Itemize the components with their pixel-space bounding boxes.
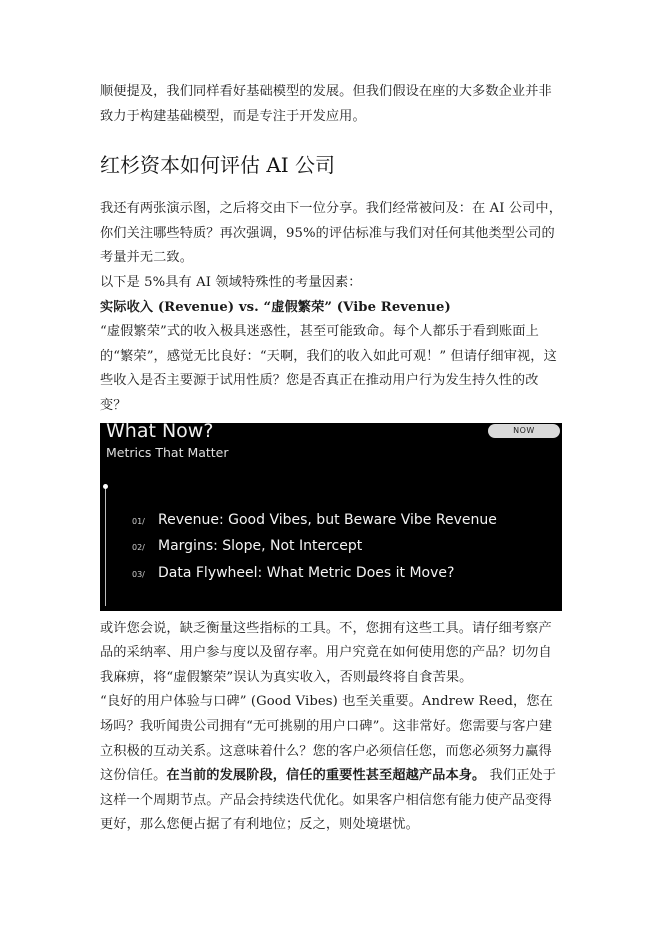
timeline-dot — [103, 484, 108, 489]
agenda-text: Revenue: Good Vibes, but Beware Vibe Revenue — [158, 511, 497, 528]
slide-subtitle: Metrics That Matter — [106, 444, 229, 460]
presentation-slide — [100, 423, 562, 611]
paragraph-ai-specific: 以下是 5%具有 AI 领域特殊性的考量因素： — [100, 274, 362, 290]
now-pill: NOW — [488, 424, 560, 438]
agenda-text: Margins: Slope, Not Intercept — [158, 537, 363, 554]
agenda-number: 02/ — [132, 542, 145, 552]
paragraph-tools: 或许您会说，缺乏衡量这些指标的工具。不，您拥有这些工具。请仔细考察产品的采纳率、用户参与度以及留存率。用户究竟在如何使用您的产品？切勿自我麻痹，将“虚假繁荣”误认为真实收入，否则最终将自食苦果。 — [100, 620, 552, 685]
trust-emphasis: 在当前的发展阶段，信任的重要性甚至超越产品本身。 — [166, 768, 486, 784]
paragraph-good-vibes — [100, 690, 562, 838]
agenda-number: 01/ — [132, 516, 145, 526]
paragraph-intro: 顺便提及，我们同样看好基础模型的发展。但我们假设在座的大多数企业并非致力于构建基础模型，而是专注于开发应用。 — [100, 84, 552, 124]
agenda-text: Data Flywheel: What Metric Does it Move? — [158, 564, 455, 581]
agenda-number: 03/ — [132, 569, 145, 579]
paragraph-vibe-revenue: “虚假繁荣”式的收入极具迷惑性，甚至可能致命。每个人都乐于看到账面上的“繁荣”，感觉无比良好：“天啊，我们的收入如此可观！” 但请仔细审视，这些收入是否主要源于试用性质？您是否真正在推动用户行为发生持久性的改变？ — [100, 324, 557, 413]
good-vibes-text: “良好的用户体验与口碑” (Good Vibes) 也至关重要。Andrew Reed，您在场吗？我听闻贵公司拥有“无可挑剔的用户口碑”。这非常好。您需要与客户建立积极的互动关系。这意味着什么？您的客户必须信任您，而您必须努力赢得这份信任。 — [100, 694, 553, 784]
document-page — [100, 80, 562, 838]
section-heading: 红杉资本如何评估 AI 公司 — [100, 153, 336, 178]
slide-title: What Now? — [106, 422, 214, 442]
cycle-text: 我们正处于这样一个周期节点。产品会持续迭代优化。如果客户相信您有能力使产品变得更好，那么您便占据了有利地位；反之，则处境堪忧。 — [100, 768, 557, 833]
paragraph-evaluation: 我还有两张演示图，之后将交由下一位分享。我们经常被问及：在 AI 公司中，你们关注哪些特质？再次强调，95%的评估标准与我们对任何其他类型公司的考量并无二致。 — [100, 201, 563, 266]
subheading-revenue: 实际收入 (Revenue) vs. “虚假繁荣” (Vibe Revenue) — [100, 299, 451, 315]
timeline-line — [105, 486, 106, 606]
